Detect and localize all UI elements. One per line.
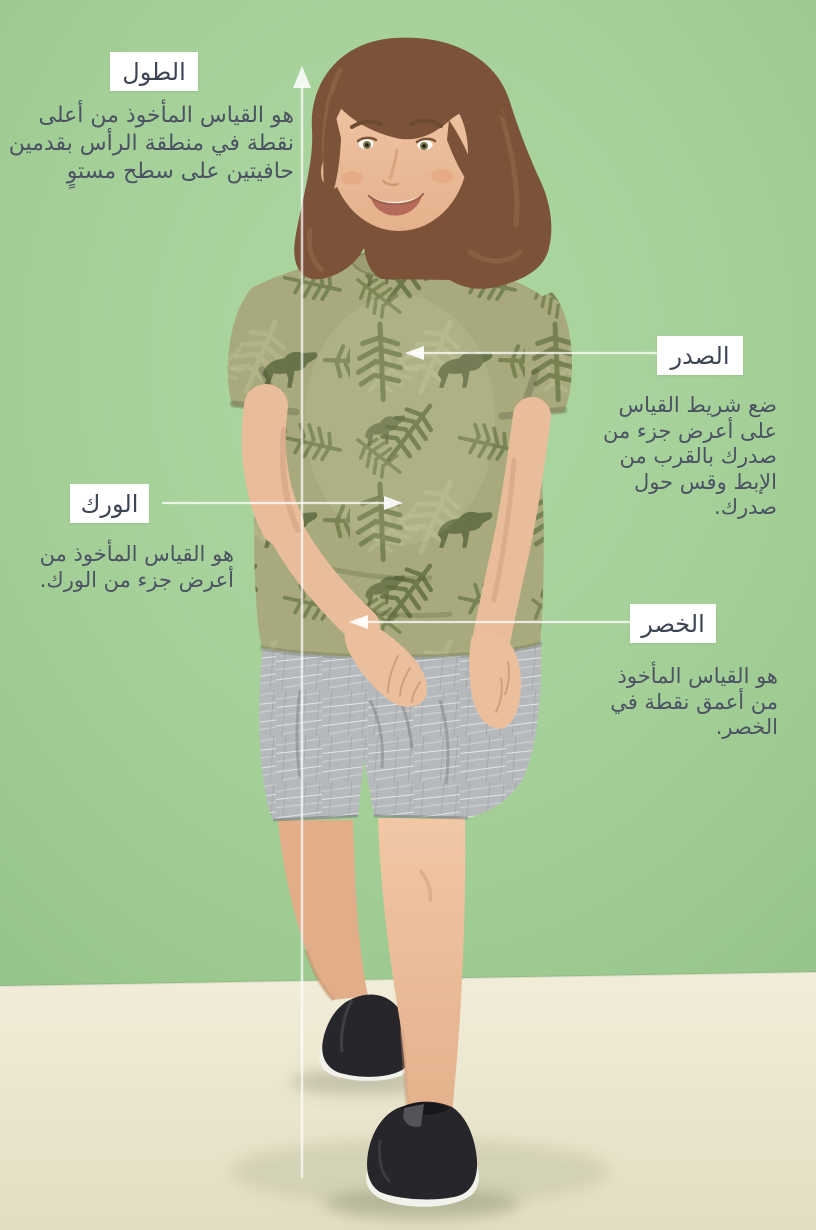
waist-label-text: الخصر <box>641 609 705 638</box>
waist-label <box>630 604 716 643</box>
waist-description: هو القياس المأخوذ من أعمق نقطة في الخصر. <box>610 664 778 740</box>
chest-label-text: الصدر <box>670 341 730 370</box>
hip-label <box>70 484 149 523</box>
height-description: هو القياس المأخوذ من أعلى نقطة في منطقة الرأس بقدمين حافيتين على سطح مستوٍ <box>8 103 294 184</box>
height-label <box>110 52 198 91</box>
chest-label <box>657 336 743 375</box>
chest-description: ضع شريط القياس على أعرض جزء من صدرك بالقرب من الإبط وقس حول صدرك. <box>602 393 777 520</box>
hip-label-text: الورك <box>80 489 139 518</box>
height-label-text: الطول <box>122 57 186 86</box>
hip-description: هو القياس المأخوذ من أعرض جزء من الورك. <box>39 542 234 592</box>
